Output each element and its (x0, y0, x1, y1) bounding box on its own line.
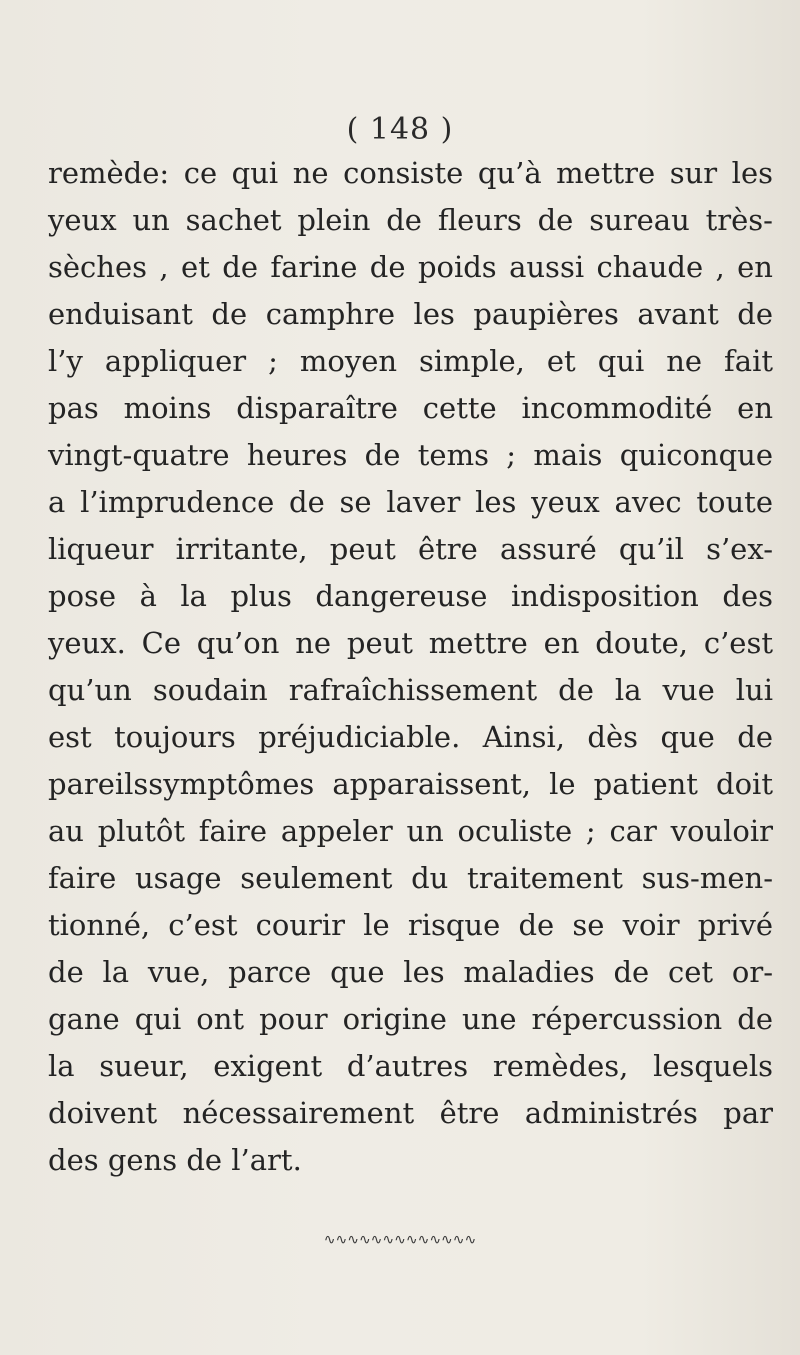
ornament-divider: ∿∿∿∿∿∿∿∿∿∿∿∿∿ (323, 1232, 477, 1248)
text-line: pas moins disparaître cette incommodité en (48, 391, 773, 425)
text-line: tionné, c’est courir le risque de se voir privé (48, 908, 773, 942)
page-number: ( 148 ) (346, 112, 454, 147)
text-line: la sueur, exigent d’autres remèdes, lesquels (48, 1049, 773, 1083)
text-line: est toujours préjudiciable. Ainsi, dès que de (48, 720, 773, 754)
text-line: sèches , et de farine de poids aussi chaude , en (48, 250, 773, 284)
text-line: doivent nécessairement être administrés par (48, 1096, 773, 1130)
text-line: au plutôt faire appeler un oculiste ; car vouloir (48, 814, 773, 848)
text-line: gane qui ont pour origine une répercussion de (48, 1002, 773, 1036)
text-line: pareilssymptômes apparaissent, le patient doit (48, 767, 773, 801)
text-line: l’y appliquer ; moyen simple, et qui ne fait (48, 344, 773, 378)
text-line: qu’un soudain rafraîchissement de la vue lui (48, 673, 773, 707)
text-line: pose à la plus dangereuse indisposition des (48, 579, 773, 613)
text-line: de la vue, parce que les maladies de cet or- (48, 955, 773, 989)
text-line: remède: ce qui ne consiste qu’à mettre sur les (48, 156, 773, 190)
body-text (48, 150, 773, 1184)
text-line: vingt-quatre heures de tems ; mais quiconque (48, 438, 773, 472)
text-line: yeux un sachet plein de fleurs de sureau très- (48, 203, 773, 237)
text-line: enduisant de camphre les paupières avant de (48, 297, 773, 331)
text-line: liqueur irritante, peut être assuré qu’il s’ex- (48, 532, 773, 566)
text-line: faire usage seulement du traitement sus-men- (48, 861, 773, 895)
text-line: des gens de l’art. (48, 1143, 302, 1177)
text-line: yeux. Ce qu’on ne peut mettre en doute, c’est (48, 626, 773, 660)
text-line: a l’imprudence de se laver les yeux avec toute (48, 485, 773, 519)
